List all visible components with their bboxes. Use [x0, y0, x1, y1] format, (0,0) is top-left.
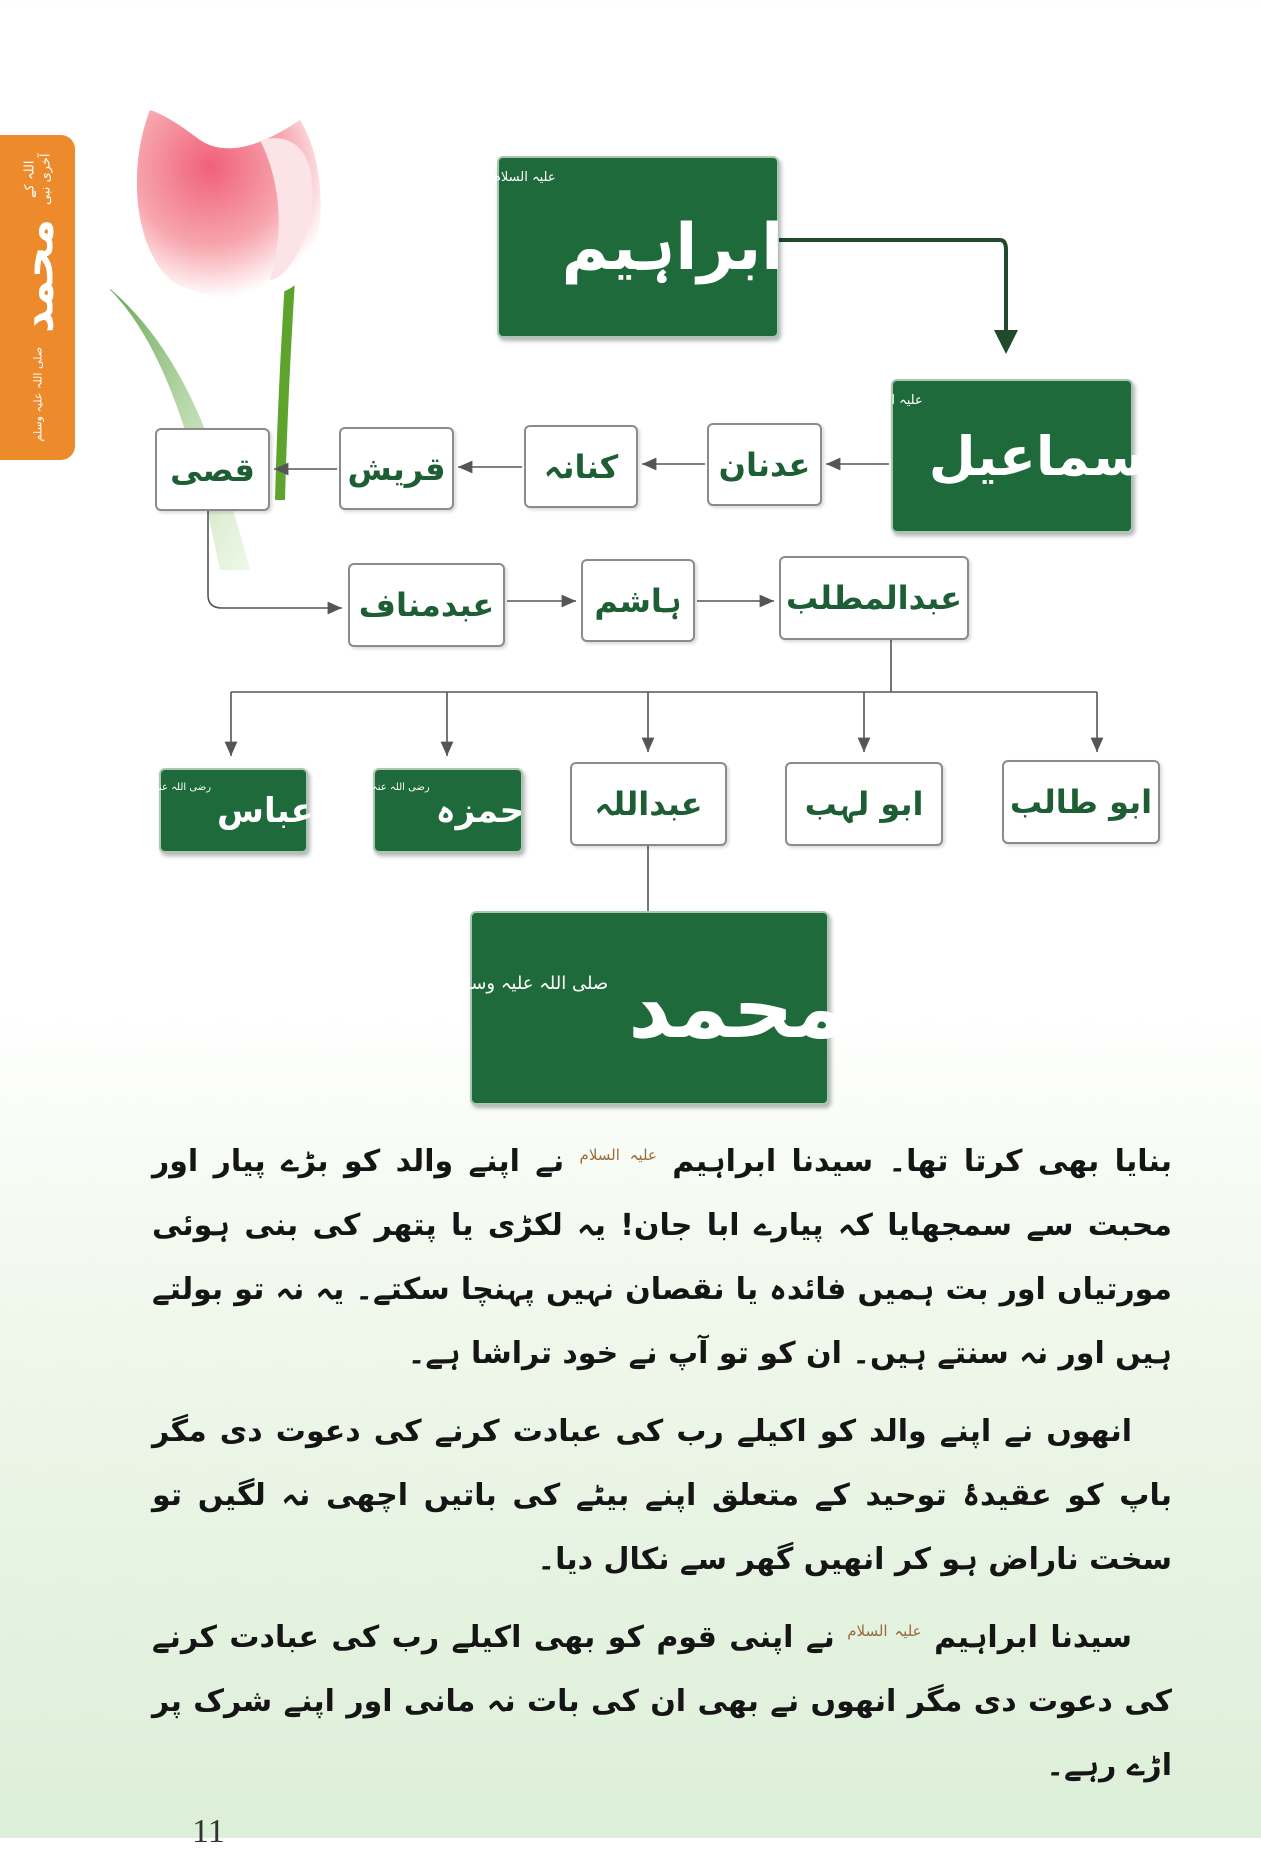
honorific: رضی اللہ عنہ — [153, 782, 212, 793]
paragraph-text: سیدنا ابراہیم — [934, 1620, 1132, 1655]
node-abd-manaf: عبدمناف — [348, 563, 505, 647]
node-abbas-name: عباس — [217, 790, 314, 831]
honorific: رضی اللہ عنہ — [371, 782, 430, 793]
ibrahim-to-ismail-arrow — [779, 240, 1006, 350]
node-hamza-name: حمزہ — [435, 791, 525, 831]
node-ismail — [860, 379, 1164, 533]
node-abdullah: عبداللہ — [570, 762, 727, 846]
node-adnan: عدنان — [707, 423, 822, 506]
paragraph-text: بنایا بھی کرتا تھا۔ سیدنا ابراہیم — [672, 1144, 1172, 1179]
node-hamza — [373, 768, 523, 853]
page-number: 11 — [192, 1813, 225, 1850]
node-abu-lahab: ابو لہب — [785, 762, 943, 846]
node-abbas — [153, 768, 314, 853]
node-kinana: کنانہ — [524, 425, 638, 508]
honorific: صلی اللہ علیہ وسلم — [453, 973, 609, 994]
paragraph-text: نے اپنی قوم کو بھی اکیلے رب کی عبادت کرنے کی دعوت دی مگر انھوں نے بھی ان کی بات نہ مانی اور اپنے شرک پر اڑے رہے۔ — [152, 1620, 1172, 1783]
node-abu-talib: ابو طالب — [1002, 760, 1160, 844]
tab-honorific: صلی اللہ علیہ وسلم — [31, 346, 44, 442]
node-qusai: قصی — [155, 428, 270, 511]
node-muhammad — [453, 911, 846, 1105]
node-muhammad-name: محمد — [628, 959, 846, 1057]
honorific: علیہ السلام — [492, 170, 556, 185]
body-text — [152, 1130, 1172, 1852]
paragraph-text: نے اپنے والد کو بڑے پیار اور محبت سے سمجھایا کہ پیارے ابا جان! یہ لکڑی یا پتھر کی بنی ہوئی مورتیاں اور بت ہمیں فائدہ یا نقصان نہیں پہنچا سکتے۔ یہ نہ تو بولتے ہیں اور نہ سنتے ہیں۔ ان کو تو آپ نے خود تراشا ہے۔ — [152, 1144, 1172, 1371]
node-hashim: ہاشم — [581, 559, 695, 642]
node-quraish: قریش — [339, 427, 454, 510]
paragraph-3 — [152, 1606, 1172, 1798]
paragraph-text: انھوں نے اپنے والد کو اکیلے رب کی عبادت کرنے کی دعوت دی مگر باپ کو عقیدۂ توحید کے متعلق اپنے بیٹے کی باتیں اچھی نہ لگیں تو سخت ناراض ہو کر انھیں گھر سے نکال دیا۔ — [152, 1414, 1172, 1577]
node-ibrahim — [492, 156, 784, 338]
tab-line1: اللہ کے — [21, 160, 37, 198]
tab-line2: آخری نبی — [37, 153, 53, 206]
node-ismail-name: اسماعیل — [928, 424, 1164, 488]
honorific: علیہ السلام — [579, 1146, 657, 1164]
honorific: علیہ السلام — [847, 1622, 922, 1640]
tab-title: محمد — [12, 219, 63, 333]
honorific: علیہ السلام — [860, 393, 923, 408]
paragraph-1 — [152, 1130, 1172, 1386]
node-abdul-muttalib: عبدالمطلب — [779, 556, 969, 640]
paragraph-2 — [152, 1400, 1172, 1592]
node-ibrahim-name: ابراہیم — [561, 210, 784, 285]
